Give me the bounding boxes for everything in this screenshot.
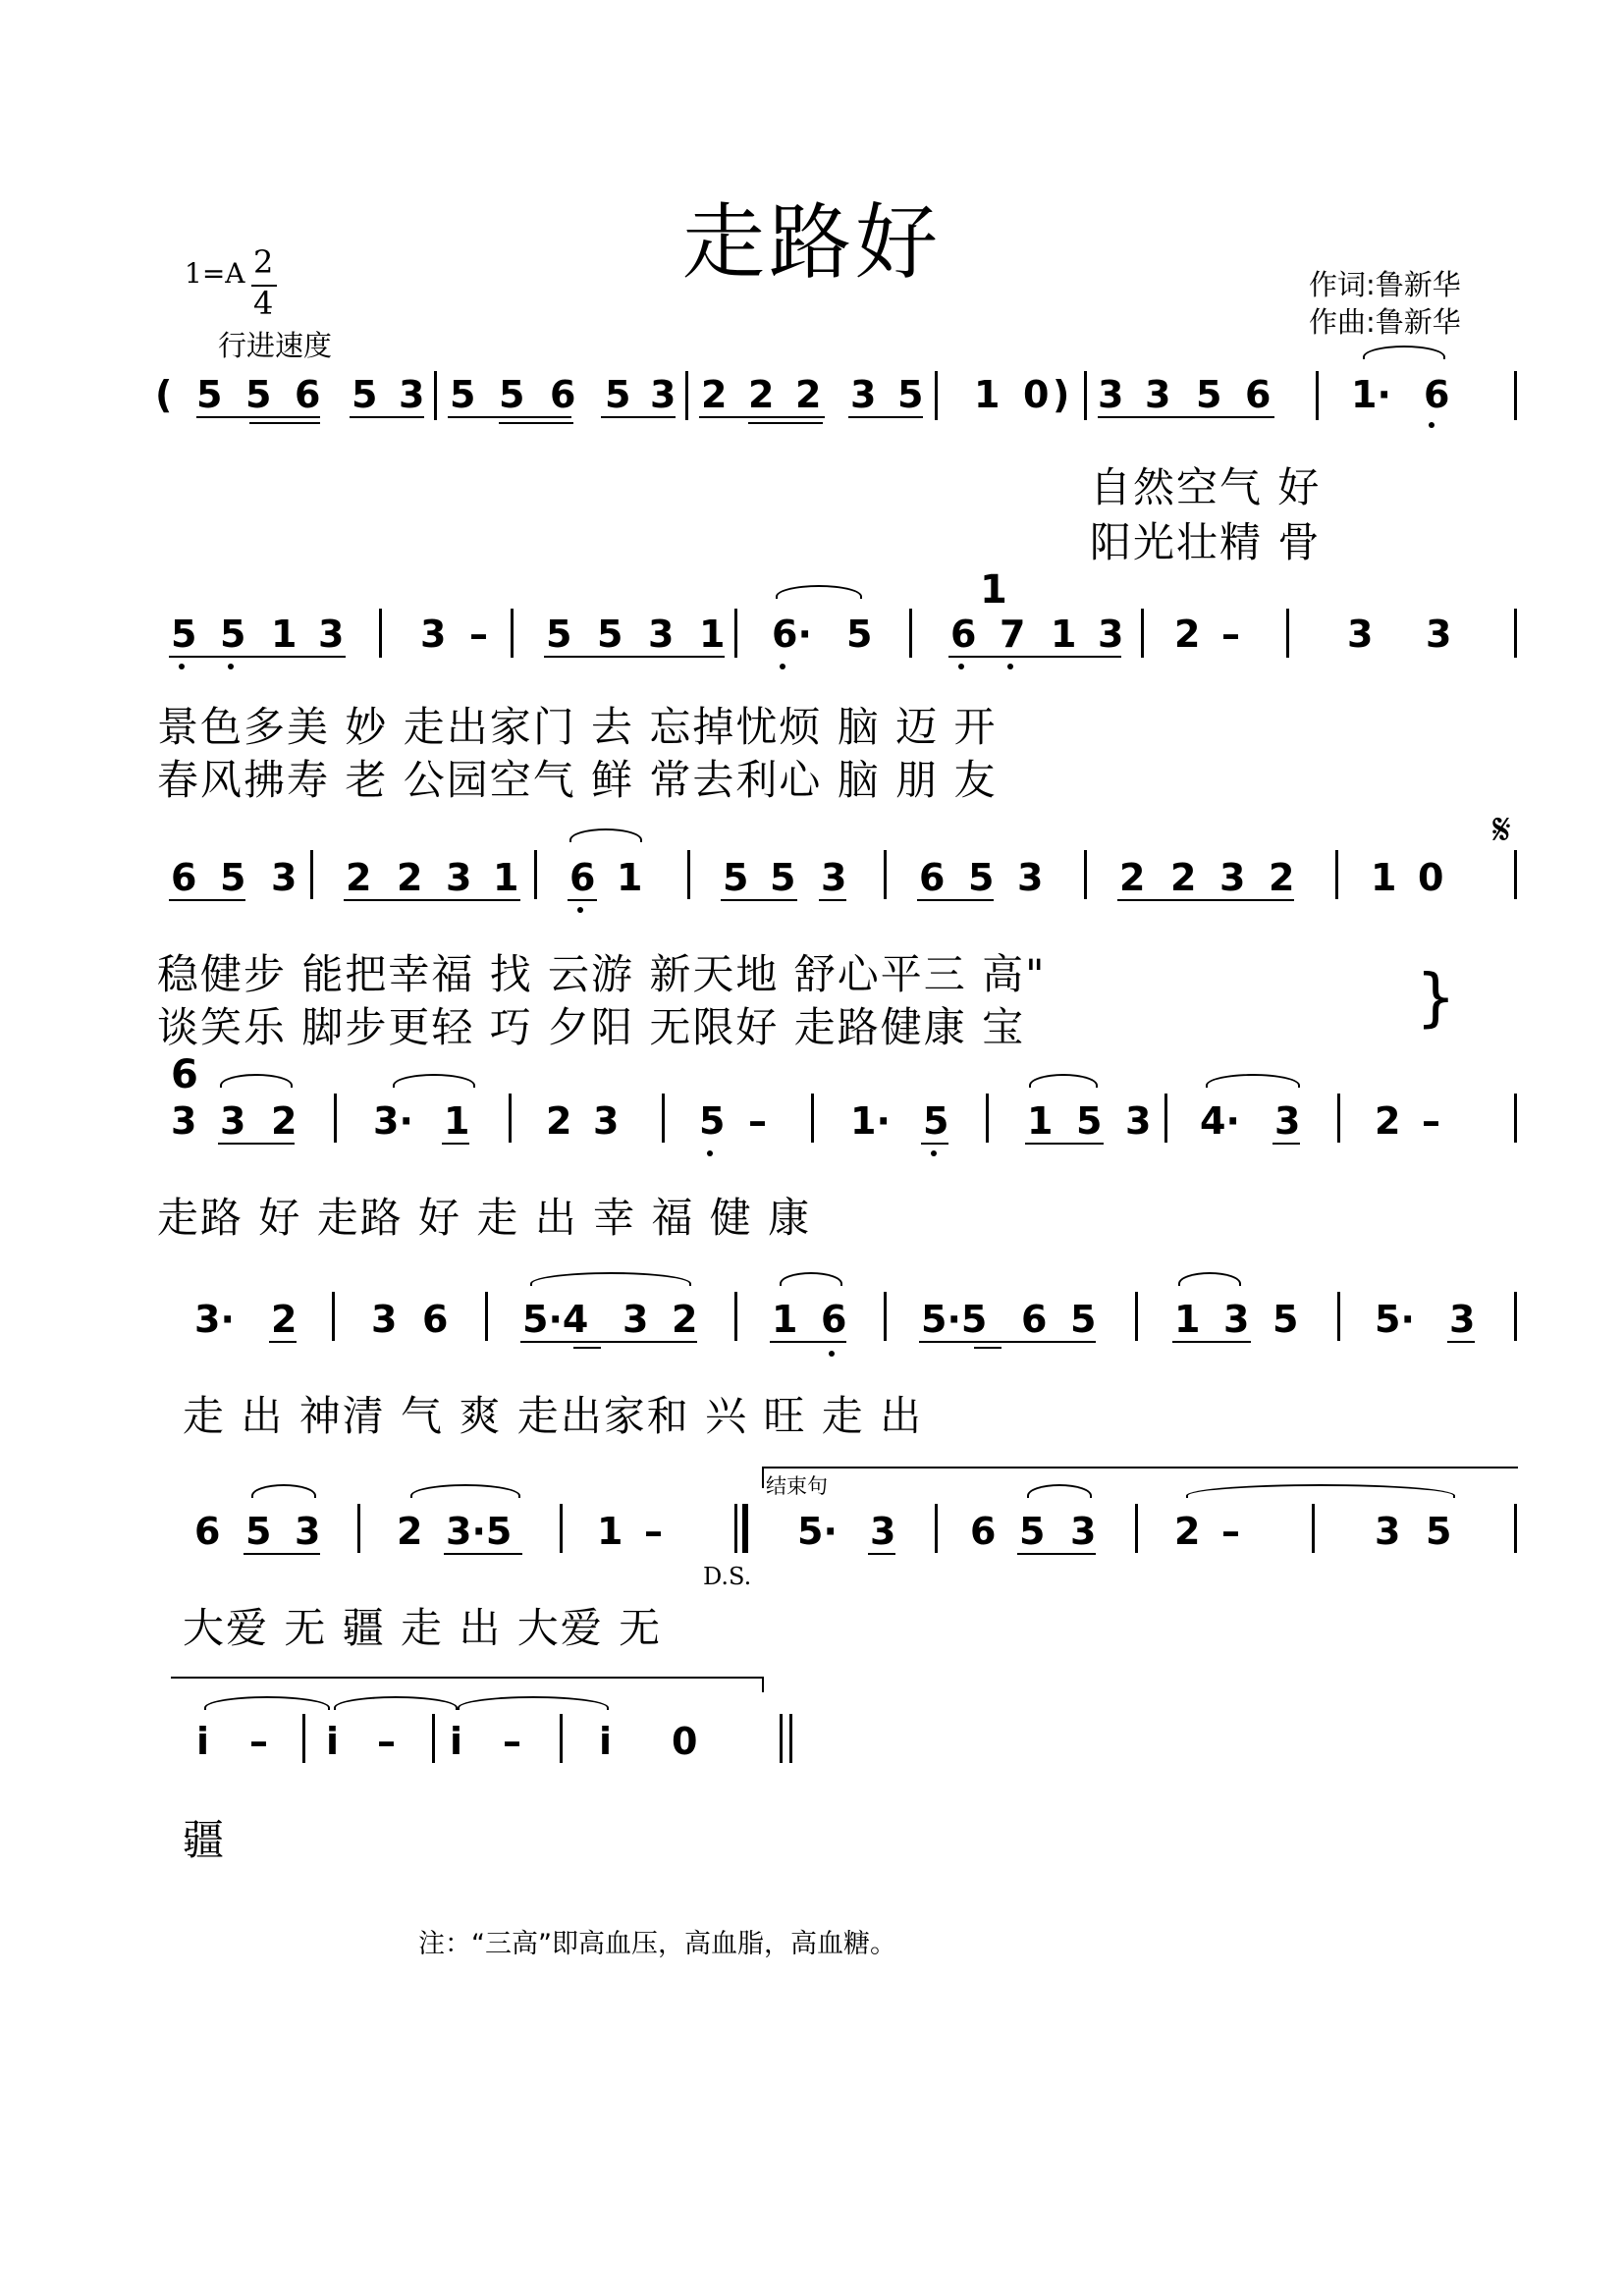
composer-credit: 作曲:鲁新华 [1309,305,1461,339]
lyricist-credit: 作词:鲁新华 [1309,268,1461,301]
ending-label: 结束句 [766,1474,828,1498]
dal-segno-mark: D.S. [703,1563,752,1590]
lyrics-row-3-verse-2: 谈笑乐 脚步更轻 巧 夕阳 无限好 走路健康 宝 [157,1003,1026,1051]
lyrics-row-2-verse-2: 春风拂寿 老 公园空气 鲜 常去利心 脑 朋 友 [157,756,998,804]
lyrics-row-1-verse-2: 阳光壮精 骨 [1090,518,1322,566]
lyrics-row-4: 走路 好 走路 好 走 出 幸 福 健 康 [157,1194,812,1242]
lyrics-row-6: 大爱 无 疆 走 出 大爱 无 [183,1604,663,1652]
segno-sign: 𝄋 [1492,805,1511,855]
open-paren: ( [155,373,173,416]
key-signature: 1=A [185,257,245,290]
second-ending-marker: 6 [171,1052,198,1097]
lyrics-row-3-verse-1: 稳健步 能把幸福 找 云游 新天地 舒心平三 高" [157,950,1047,998]
lyrics-row-2-verse-1: 景色多美 妙 走出家门 去 忘掉忧烦 脑 迈 开 [157,703,998,751]
lyrics-row-7: 疆 [183,1816,227,1864]
lyrics-row-5: 走 出 神清 气 爽 走出家和 兴 旺 走 出 [183,1392,924,1440]
verse-brace: } [1416,962,1456,1035]
footnote: 注：“三高”即高血压，高血脂，高血糖。 [418,1929,896,1959]
tempo-marking: 行进速度 [218,329,333,362]
page-title: 走路好 [681,194,942,291]
lyrics-row-1-verse-1: 自然空气 好 [1090,463,1322,511]
time-signature-bottom: 4 [253,285,274,322]
time-signature-top: 2 [253,243,274,281]
first-ending-marker: 1 [980,567,1007,613]
